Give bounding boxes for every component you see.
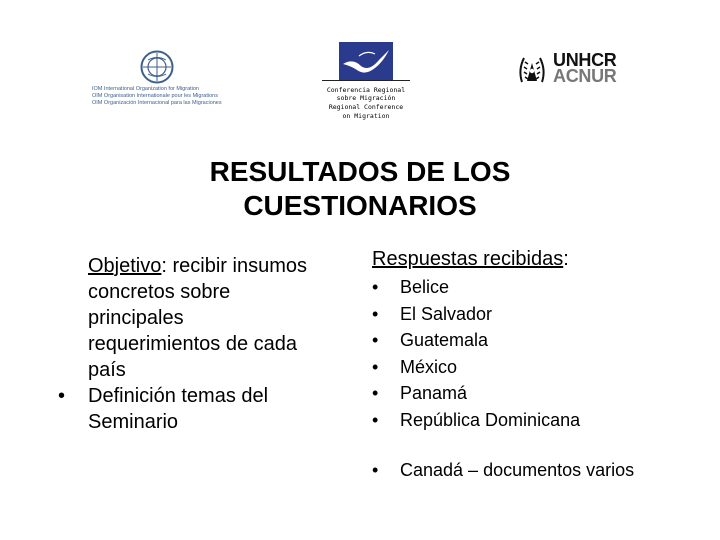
bullet: • [372, 277, 379, 297]
countries-list [372, 274, 580, 433]
canada-item [372, 457, 634, 483]
objective-column [56, 253, 316, 435]
slide-title [150, 155, 570, 223]
bullet: • [372, 460, 379, 480]
country-name: Guatemala [400, 330, 489, 350]
iom-line-fr: OIM Organisation Internationale pour les Migrations [92, 93, 218, 99]
country-name: República Dominicana [400, 409, 581, 430]
iom-line-es: OIM Organización Internacional para las Migraciones [92, 100, 222, 106]
list-item [372, 407, 580, 434]
list-item [372, 274, 580, 301]
country-name: El Salvador [400, 303, 493, 324]
list-item [372, 354, 580, 381]
title-line-1: RESULTADOS DE LOS [209, 156, 511, 187]
seminar-text: Definición temas del Seminario [88, 385, 269, 433]
crm-divider [322, 80, 410, 81]
objective-text: : recibir insumos concretos sobre principales requerimientos de cada país [88, 255, 307, 381]
canada-text: Canadá – documentos varios [400, 460, 635, 480]
unhcr-wordmark: UNHCR [553, 50, 617, 70]
bullet: • [372, 330, 379, 350]
unhcr-emblem-icon [516, 52, 548, 86]
list-item [372, 327, 580, 354]
list-item [372, 301, 580, 328]
bullet: • [372, 356, 379, 377]
list-item [372, 380, 580, 407]
bullet: • [372, 303, 379, 324]
responses-heading-label: Respuestas recibidas [372, 248, 564, 270]
iom-logo [92, 50, 227, 106]
country-name: Panamá [400, 383, 468, 403]
crm-line-3: Regional Conference [328, 103, 404, 111]
crm-line-1: Conferencia Regional [326, 86, 406, 94]
responses-heading-colon: : [563, 248, 569, 270]
bullet: • [372, 409, 379, 430]
objective-label: Objetivo [88, 255, 162, 277]
bullet: • [372, 383, 379, 403]
acnur-wordmark: ACNUR [553, 66, 617, 86]
responses-heading [372, 246, 569, 272]
seminar-item [56, 383, 316, 435]
bullet: • [58, 385, 66, 407]
country-name: Belice [400, 277, 450, 297]
objective-item [56, 253, 316, 383]
crm-bird-icon [339, 42, 393, 80]
title-line-2: CUESTIONARIOS [243, 190, 477, 221]
crm-line-2: sobre Migración [336, 94, 396, 102]
crm-logo [322, 42, 410, 122]
unhcr-logo [516, 50, 626, 96]
iom-line-en: IOM International Organization for Migration [92, 86, 199, 92]
iom-emblem-icon [140, 50, 174, 84]
crm-line-4: on Migration [342, 112, 390, 120]
country-name: México [400, 356, 458, 377]
